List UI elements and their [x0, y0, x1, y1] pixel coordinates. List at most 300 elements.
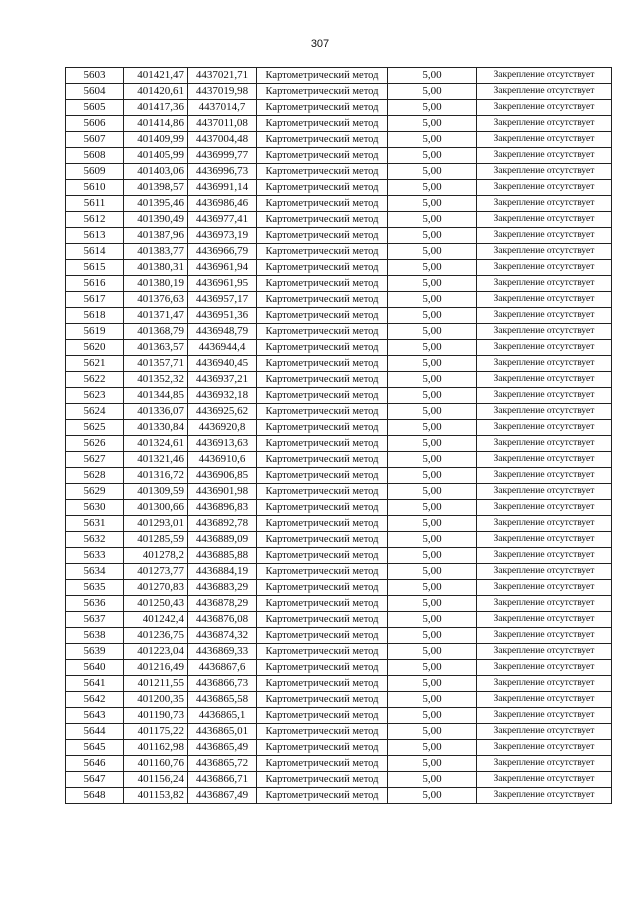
y-coordinate-cell: 4436865,1 — [188, 708, 257, 724]
fixation-cell: Закрепление отсутствует — [477, 596, 612, 612]
fixation-cell: Закрепление отсутствует — [477, 612, 612, 628]
table-row — [66, 532, 612, 548]
y-coordinate-cell: 4436866,71 — [188, 772, 257, 788]
error-cell: 5,00 — [388, 340, 477, 356]
table-row — [66, 212, 612, 228]
y-coordinate-cell: 4436867,6 — [188, 660, 257, 676]
method-cell: Картометрический метод — [257, 484, 388, 500]
method-cell: Картометрический метод — [257, 116, 388, 132]
x-coordinate-cell: 401409,99 — [124, 132, 188, 148]
x-coordinate-cell: 401380,19 — [124, 276, 188, 292]
y-coordinate-cell: 4436876,08 — [188, 612, 257, 628]
error-cell: 5,00 — [388, 692, 477, 708]
fixation-cell: Закрепление отсутствует — [477, 756, 612, 772]
error-cell: 5,00 — [388, 612, 477, 628]
method-cell: Картометрический метод — [257, 324, 388, 340]
fixation-cell: Закрепление отсутствует — [477, 180, 612, 196]
y-coordinate-cell: 4436892,78 — [188, 516, 257, 532]
x-coordinate-cell: 401190,73 — [124, 708, 188, 724]
point-number-cell: 5622 — [66, 372, 124, 388]
x-coordinate-cell: 401270,83 — [124, 580, 188, 596]
fixation-cell: Закрепление отсутствует — [477, 292, 612, 308]
y-coordinate-cell: 4436883,29 — [188, 580, 257, 596]
table-row — [66, 164, 612, 180]
point-number-cell: 5607 — [66, 132, 124, 148]
fixation-cell: Закрепление отсутствует — [477, 468, 612, 484]
y-coordinate-cell: 4436932,18 — [188, 388, 257, 404]
fixation-cell: Закрепление отсутствует — [477, 340, 612, 356]
error-cell: 5,00 — [388, 420, 477, 436]
table-row — [66, 260, 612, 276]
x-coordinate-cell: 401160,76 — [124, 756, 188, 772]
error-cell: 5,00 — [388, 436, 477, 452]
point-number-cell: 5641 — [66, 676, 124, 692]
error-cell: 5,00 — [388, 180, 477, 196]
x-coordinate-cell: 401216,49 — [124, 660, 188, 676]
error-cell: 5,00 — [388, 68, 477, 84]
point-number-cell: 5616 — [66, 276, 124, 292]
error-cell: 5,00 — [388, 196, 477, 212]
table-row — [66, 676, 612, 692]
x-coordinate-cell: 401395,46 — [124, 196, 188, 212]
y-coordinate-cell: 4437004,48 — [188, 132, 257, 148]
fixation-cell: Закрепление отсутствует — [477, 324, 612, 340]
error-cell: 5,00 — [388, 84, 477, 100]
method-cell: Картометрический метод — [257, 580, 388, 596]
point-number-cell: 5638 — [66, 628, 124, 644]
method-cell: Картометрический метод — [257, 292, 388, 308]
method-cell: Картометрический метод — [257, 68, 388, 84]
fixation-cell: Закрепление отсутствует — [477, 788, 612, 804]
table-row — [66, 84, 612, 100]
x-coordinate-cell: 401398,57 — [124, 180, 188, 196]
method-cell: Картометрический метод — [257, 132, 388, 148]
point-number-cell: 5629 — [66, 484, 124, 500]
point-number-cell: 5636 — [66, 596, 124, 612]
error-cell: 5,00 — [388, 740, 477, 756]
method-cell: Картометрический метод — [257, 516, 388, 532]
y-coordinate-cell: 4436889,09 — [188, 532, 257, 548]
error-cell: 5,00 — [388, 372, 477, 388]
table-row — [66, 772, 612, 788]
x-coordinate-cell: 401421,47 — [124, 68, 188, 84]
method-cell: Картометрический метод — [257, 692, 388, 708]
table-row — [66, 388, 612, 404]
fixation-cell: Закрепление отсутствует — [477, 132, 612, 148]
fixation-cell: Закрепление отсутствует — [477, 68, 612, 84]
x-coordinate-cell: 401156,24 — [124, 772, 188, 788]
x-coordinate-cell: 401153,82 — [124, 788, 188, 804]
method-cell: Картометрический метод — [257, 708, 388, 724]
point-number-cell: 5621 — [66, 356, 124, 372]
x-coordinate-cell: 401330,84 — [124, 420, 188, 436]
method-cell: Картометрический метод — [257, 468, 388, 484]
fixation-cell: Закрепление отсутствует — [477, 116, 612, 132]
page-number: 307 — [310, 38, 330, 50]
y-coordinate-cell: 4436991,14 — [188, 180, 257, 196]
point-number-cell: 5619 — [66, 324, 124, 340]
point-number-cell: 5608 — [66, 148, 124, 164]
error-cell: 5,00 — [388, 644, 477, 660]
point-number-cell: 5644 — [66, 724, 124, 740]
point-number-cell: 5615 — [66, 260, 124, 276]
fixation-cell: Закрепление отсутствует — [477, 260, 612, 276]
y-coordinate-cell: 4436913,63 — [188, 436, 257, 452]
point-number-cell: 5645 — [66, 740, 124, 756]
y-coordinate-cell: 4436977,41 — [188, 212, 257, 228]
point-number-cell: 5627 — [66, 452, 124, 468]
method-cell: Картометрический метод — [257, 564, 388, 580]
table-row — [66, 756, 612, 772]
method-cell: Картометрический метод — [257, 356, 388, 372]
point-number-cell: 5609 — [66, 164, 124, 180]
table-row — [66, 68, 612, 84]
y-coordinate-cell: 4436910,6 — [188, 452, 257, 468]
method-cell: Картометрический метод — [257, 404, 388, 420]
table-row — [66, 468, 612, 484]
method-cell: Картометрический метод — [257, 596, 388, 612]
fixation-cell: Закрепление отсутствует — [477, 356, 612, 372]
method-cell: Картометрический метод — [257, 500, 388, 516]
method-cell: Картометрический метод — [257, 420, 388, 436]
fixation-cell: Закрепление отсутствует — [477, 644, 612, 660]
method-cell: Картометрический метод — [257, 84, 388, 100]
method-cell: Картометрический метод — [257, 228, 388, 244]
table-row — [66, 548, 612, 564]
fixation-cell: Закрепление отсутствует — [477, 436, 612, 452]
y-coordinate-cell: 4436948,79 — [188, 324, 257, 340]
error-cell: 5,00 — [388, 724, 477, 740]
table-row — [66, 404, 612, 420]
point-number-cell: 5639 — [66, 644, 124, 660]
table-row — [66, 436, 612, 452]
method-cell: Картометрический метод — [257, 100, 388, 116]
table-row — [66, 516, 612, 532]
method-cell: Картометрический метод — [257, 724, 388, 740]
error-cell: 5,00 — [388, 756, 477, 772]
x-coordinate-cell: 401321,46 — [124, 452, 188, 468]
x-coordinate-cell: 401383,77 — [124, 244, 188, 260]
point-number-cell: 5632 — [66, 532, 124, 548]
point-number-cell: 5640 — [66, 660, 124, 676]
error-cell: 5,00 — [388, 660, 477, 676]
x-coordinate-cell: 401309,59 — [124, 484, 188, 500]
y-coordinate-cell: 4436865,58 — [188, 692, 257, 708]
point-number-cell: 5606 — [66, 116, 124, 132]
method-cell: Картометрический метод — [257, 548, 388, 564]
fixation-cell: Закрепление отсутствует — [477, 580, 612, 596]
method-cell: Картометрический метод — [257, 164, 388, 180]
x-coordinate-cell: 401417,36 — [124, 100, 188, 116]
error-cell: 5,00 — [388, 324, 477, 340]
point-number-cell: 5624 — [66, 404, 124, 420]
x-coordinate-cell: 401357,71 — [124, 356, 188, 372]
table-row — [66, 612, 612, 628]
point-number-cell: 5626 — [66, 436, 124, 452]
error-cell: 5,00 — [388, 132, 477, 148]
table-row — [66, 452, 612, 468]
method-cell: Картометрический метод — [257, 180, 388, 196]
error-cell: 5,00 — [388, 468, 477, 484]
error-cell: 5,00 — [388, 100, 477, 116]
table-row — [66, 244, 612, 260]
error-cell: 5,00 — [388, 548, 477, 564]
point-number-cell: 5631 — [66, 516, 124, 532]
fixation-cell: Закрепление отсутствует — [477, 772, 612, 788]
fixation-cell: Закрепление отсутствует — [477, 196, 612, 212]
point-number-cell: 5613 — [66, 228, 124, 244]
method-cell: Картометрический метод — [257, 196, 388, 212]
table-row — [66, 356, 612, 372]
point-number-cell: 5647 — [66, 772, 124, 788]
method-cell: Картометрический метод — [257, 436, 388, 452]
fixation-cell: Закрепление отсутствует — [477, 388, 612, 404]
point-number-cell: 5628 — [66, 468, 124, 484]
point-number-cell: 5604 — [66, 84, 124, 100]
error-cell: 5,00 — [388, 164, 477, 180]
error-cell: 5,00 — [388, 276, 477, 292]
x-coordinate-cell: 401344,85 — [124, 388, 188, 404]
x-coordinate-cell: 401363,57 — [124, 340, 188, 356]
table-row — [66, 132, 612, 148]
y-coordinate-cell: 4437011,08 — [188, 116, 257, 132]
point-number-cell: 5612 — [66, 212, 124, 228]
method-cell: Картометрический метод — [257, 148, 388, 164]
method-cell: Картометрический метод — [257, 740, 388, 756]
table-row — [66, 564, 612, 580]
method-cell: Картометрический метод — [257, 772, 388, 788]
x-coordinate-cell: 401390,49 — [124, 212, 188, 228]
y-coordinate-cell: 4436951,36 — [188, 308, 257, 324]
error-cell: 5,00 — [388, 532, 477, 548]
table-row — [66, 788, 612, 804]
table-row — [66, 308, 612, 324]
fixation-cell: Закрепление отсутствует — [477, 276, 612, 292]
fixation-cell: Закрепление отсутствует — [477, 660, 612, 676]
y-coordinate-cell: 4436866,73 — [188, 676, 257, 692]
table-row — [66, 324, 612, 340]
fixation-cell: Закрепление отсутствует — [477, 484, 612, 500]
point-number-cell: 5643 — [66, 708, 124, 724]
fixation-cell: Закрепление отсутствует — [477, 676, 612, 692]
fixation-cell: Закрепление отсутствует — [477, 692, 612, 708]
method-cell: Картометрический метод — [257, 260, 388, 276]
table-row — [66, 148, 612, 164]
fixation-cell: Закрепление отсутствует — [477, 372, 612, 388]
y-coordinate-cell: 4436901,98 — [188, 484, 257, 500]
error-cell: 5,00 — [388, 676, 477, 692]
x-coordinate-cell: 401324,61 — [124, 436, 188, 452]
x-coordinate-cell: 401211,55 — [124, 676, 188, 692]
x-coordinate-cell: 401223,04 — [124, 644, 188, 660]
coordinates-table — [65, 67, 612, 804]
error-cell: 5,00 — [388, 116, 477, 132]
y-coordinate-cell: 4436973,19 — [188, 228, 257, 244]
method-cell: Картометрический метод — [257, 676, 388, 692]
x-coordinate-cell: 401371,47 — [124, 308, 188, 324]
x-coordinate-cell: 401414,86 — [124, 116, 188, 132]
method-cell: Картометрический метод — [257, 532, 388, 548]
table-row — [66, 660, 612, 676]
method-cell: Картометрический метод — [257, 644, 388, 660]
error-cell: 5,00 — [388, 580, 477, 596]
method-cell: Картометрический метод — [257, 212, 388, 228]
fixation-cell: Закрепление отсутствует — [477, 516, 612, 532]
y-coordinate-cell: 4436885,88 — [188, 548, 257, 564]
table-row — [66, 580, 612, 596]
method-cell: Картометрический метод — [257, 788, 388, 804]
fixation-cell: Закрепление отсутствует — [477, 244, 612, 260]
table-row — [66, 740, 612, 756]
x-coordinate-cell: 401352,32 — [124, 372, 188, 388]
error-cell: 5,00 — [388, 500, 477, 516]
point-number-cell: 5646 — [66, 756, 124, 772]
y-coordinate-cell: 4436925,62 — [188, 404, 257, 420]
fixation-cell: Закрепление отсутствует — [477, 628, 612, 644]
coordinates-table-body — [66, 68, 612, 804]
method-cell: Картометрический метод — [257, 660, 388, 676]
fixation-cell: Закрепление отсутствует — [477, 164, 612, 180]
x-coordinate-cell: 401420,61 — [124, 84, 188, 100]
y-coordinate-cell: 4436937,21 — [188, 372, 257, 388]
error-cell: 5,00 — [388, 308, 477, 324]
table-row — [66, 724, 612, 740]
x-coordinate-cell: 401175,22 — [124, 724, 188, 740]
method-cell: Картометрический метод — [257, 612, 388, 628]
table-row — [66, 100, 612, 116]
method-cell: Картометрический метод — [257, 276, 388, 292]
y-coordinate-cell: 4436865,49 — [188, 740, 257, 756]
error-cell: 5,00 — [388, 484, 477, 500]
error-cell: 5,00 — [388, 772, 477, 788]
point-number-cell: 5605 — [66, 100, 124, 116]
y-coordinate-cell: 4436920,8 — [188, 420, 257, 436]
point-number-cell: 5603 — [66, 68, 124, 84]
point-number-cell: 5617 — [66, 292, 124, 308]
fixation-cell: Закрепление отсутствует — [477, 148, 612, 164]
y-coordinate-cell: 4437014,7 — [188, 100, 257, 116]
point-number-cell: 5611 — [66, 196, 124, 212]
x-coordinate-cell: 401236,75 — [124, 628, 188, 644]
x-coordinate-cell: 401368,79 — [124, 324, 188, 340]
fixation-cell: Закрепление отсутствует — [477, 740, 612, 756]
method-cell: Картометрический метод — [257, 308, 388, 324]
x-coordinate-cell: 401336,07 — [124, 404, 188, 420]
method-cell: Картометрический метод — [257, 756, 388, 772]
point-number-cell: 5634 — [66, 564, 124, 580]
fixation-cell: Закрепление отсутствует — [477, 404, 612, 420]
x-coordinate-cell: 401250,43 — [124, 596, 188, 612]
x-coordinate-cell: 401242,4 — [124, 612, 188, 628]
table-row — [66, 228, 612, 244]
table-row — [66, 484, 612, 500]
y-coordinate-cell: 4436986,46 — [188, 196, 257, 212]
y-coordinate-cell: 4436878,29 — [188, 596, 257, 612]
error-cell: 5,00 — [388, 292, 477, 308]
x-coordinate-cell: 401380,31 — [124, 260, 188, 276]
point-number-cell: 5637 — [66, 612, 124, 628]
method-cell: Картометрический метод — [257, 388, 388, 404]
fixation-cell: Закрепление отсутствует — [477, 308, 612, 324]
y-coordinate-cell: 4436940,45 — [188, 356, 257, 372]
error-cell: 5,00 — [388, 452, 477, 468]
y-coordinate-cell: 4436865,72 — [188, 756, 257, 772]
table-row — [66, 116, 612, 132]
y-coordinate-cell: 4436966,79 — [188, 244, 257, 260]
x-coordinate-cell: 401300,66 — [124, 500, 188, 516]
point-number-cell: 5623 — [66, 388, 124, 404]
method-cell: Картометрический метод — [257, 244, 388, 260]
method-cell: Картометрический метод — [257, 628, 388, 644]
fixation-cell: Закрепление отсутствует — [477, 100, 612, 116]
x-coordinate-cell: 401278,2 — [124, 548, 188, 564]
table-row — [66, 596, 612, 612]
y-coordinate-cell: 4436996,73 — [188, 164, 257, 180]
method-cell: Картометрический метод — [257, 452, 388, 468]
x-coordinate-cell: 401273,77 — [124, 564, 188, 580]
fixation-cell: Закрепление отсутствует — [477, 212, 612, 228]
method-cell: Картометрический метод — [257, 372, 388, 388]
point-number-cell: 5630 — [66, 500, 124, 516]
error-cell: 5,00 — [388, 260, 477, 276]
y-coordinate-cell: 4437019,98 — [188, 84, 257, 100]
table-row — [66, 180, 612, 196]
y-coordinate-cell: 4436957,17 — [188, 292, 257, 308]
error-cell: 5,00 — [388, 244, 477, 260]
table-row — [66, 340, 612, 356]
error-cell: 5,00 — [388, 564, 477, 580]
fixation-cell: Закрепление отсутствует — [477, 420, 612, 436]
y-coordinate-cell: 4436884,19 — [188, 564, 257, 580]
point-number-cell: 5610 — [66, 180, 124, 196]
y-coordinate-cell: 4437021,71 — [188, 68, 257, 84]
error-cell: 5,00 — [388, 212, 477, 228]
x-coordinate-cell: 401285,59 — [124, 532, 188, 548]
table-row — [66, 276, 612, 292]
error-cell: 5,00 — [388, 708, 477, 724]
x-coordinate-cell: 401293,01 — [124, 516, 188, 532]
fixation-cell: Закрепление отсутствует — [477, 548, 612, 564]
y-coordinate-cell: 4436869,33 — [188, 644, 257, 660]
y-coordinate-cell: 4436865,01 — [188, 724, 257, 740]
point-number-cell: 5642 — [66, 692, 124, 708]
y-coordinate-cell: 4436961,95 — [188, 276, 257, 292]
y-coordinate-cell: 4436999,77 — [188, 148, 257, 164]
point-number-cell: 5625 — [66, 420, 124, 436]
point-number-cell: 5620 — [66, 340, 124, 356]
y-coordinate-cell: 4436961,94 — [188, 260, 257, 276]
error-cell: 5,00 — [388, 228, 477, 244]
x-coordinate-cell: 401200,35 — [124, 692, 188, 708]
error-cell: 5,00 — [388, 148, 477, 164]
point-number-cell: 5618 — [66, 308, 124, 324]
error-cell: 5,00 — [388, 356, 477, 372]
fixation-cell: Закрепление отсутствует — [477, 84, 612, 100]
x-coordinate-cell: 401316,72 — [124, 468, 188, 484]
y-coordinate-cell: 4436896,83 — [188, 500, 257, 516]
x-coordinate-cell: 401387,96 — [124, 228, 188, 244]
point-number-cell: 5633 — [66, 548, 124, 564]
error-cell: 5,00 — [388, 516, 477, 532]
table-row — [66, 420, 612, 436]
x-coordinate-cell: 401403,06 — [124, 164, 188, 180]
table-row — [66, 372, 612, 388]
y-coordinate-cell: 4436867,49 — [188, 788, 257, 804]
table-row — [66, 196, 612, 212]
point-number-cell: 5614 — [66, 244, 124, 260]
table-row — [66, 500, 612, 516]
fixation-cell: Закрепление отсутствует — [477, 532, 612, 548]
